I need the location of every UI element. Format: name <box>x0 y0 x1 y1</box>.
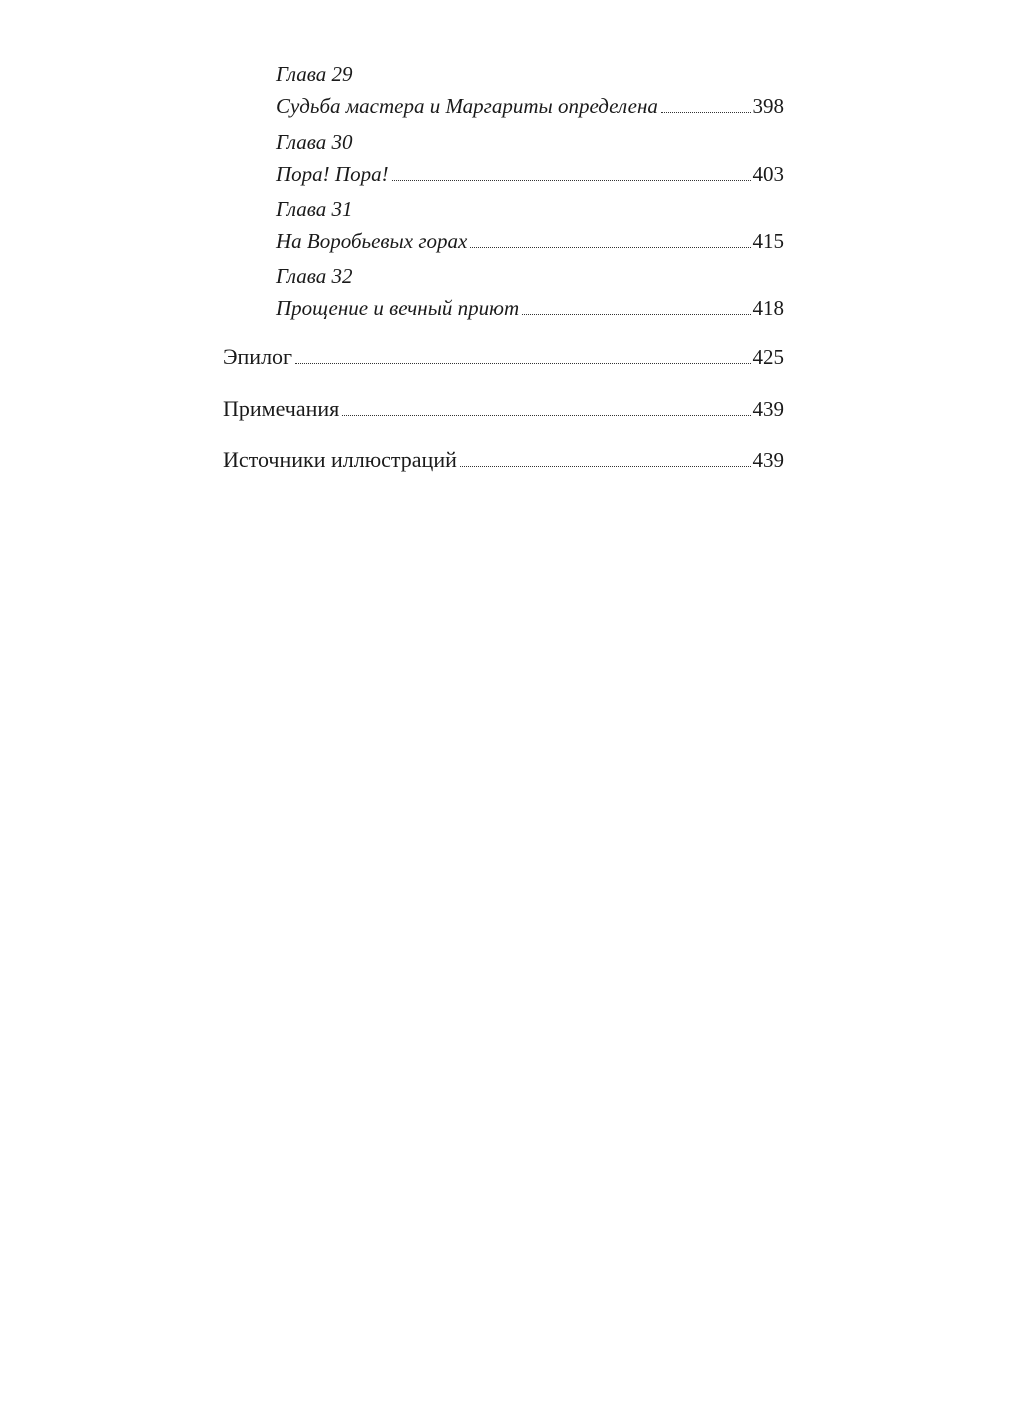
toc-epilogue[interactable] <box>223 341 784 373</box>
dot-leader <box>295 362 750 364</box>
chapter-entry-line <box>276 225 784 257</box>
chapter-title: Прощение и вечный приют <box>276 296 520 320</box>
toc-chapter-31[interactable] <box>276 193 784 257</box>
section-entry-line <box>223 393 784 425</box>
dot-leader <box>522 313 750 315</box>
chapter-number: Глава 30 <box>276 130 353 154</box>
page-number: 439 <box>752 397 784 421</box>
chapter-number: Глава 31 <box>276 197 353 221</box>
dot-leader <box>342 414 750 416</box>
page-number: 418 <box>752 296 784 320</box>
dot-leader <box>392 179 751 181</box>
chapter-entry-line <box>276 90 784 122</box>
page-number: 439 <box>752 448 784 472</box>
page-number: 403 <box>752 162 784 186</box>
dot-leader <box>460 465 751 467</box>
section-entry-line <box>223 341 784 373</box>
chapter-title: Пора! Пора! <box>276 162 389 186</box>
section-title: Источники иллюстраций <box>223 447 457 472</box>
section-title: Примечания <box>223 396 340 421</box>
page-number: 425 <box>752 345 784 369</box>
toc-chapter-30[interactable] <box>276 126 784 190</box>
page-number: 415 <box>752 229 784 253</box>
toc-chapter-29[interactable] <box>276 58 784 122</box>
chapter-entry-line <box>276 292 784 324</box>
toc-notes[interactable] <box>223 393 784 425</box>
chapter-title: Судьба мастера и Маргариты определена <box>276 94 658 118</box>
page-number: 398 <box>752 94 784 118</box>
section-entry-line <box>223 444 784 476</box>
dot-leader <box>661 111 751 113</box>
chapter-entry-line <box>276 158 784 190</box>
dot-leader <box>470 246 750 248</box>
chapter-number: Глава 29 <box>276 62 353 86</box>
chapter-title: На Воробьевых горах <box>276 229 468 253</box>
toc-illustration-sources[interactable] <box>223 444 784 476</box>
chapter-number: Глава 32 <box>276 264 353 288</box>
section-title: Эпилог <box>223 344 293 369</box>
toc-chapter-32[interactable] <box>276 260 784 324</box>
